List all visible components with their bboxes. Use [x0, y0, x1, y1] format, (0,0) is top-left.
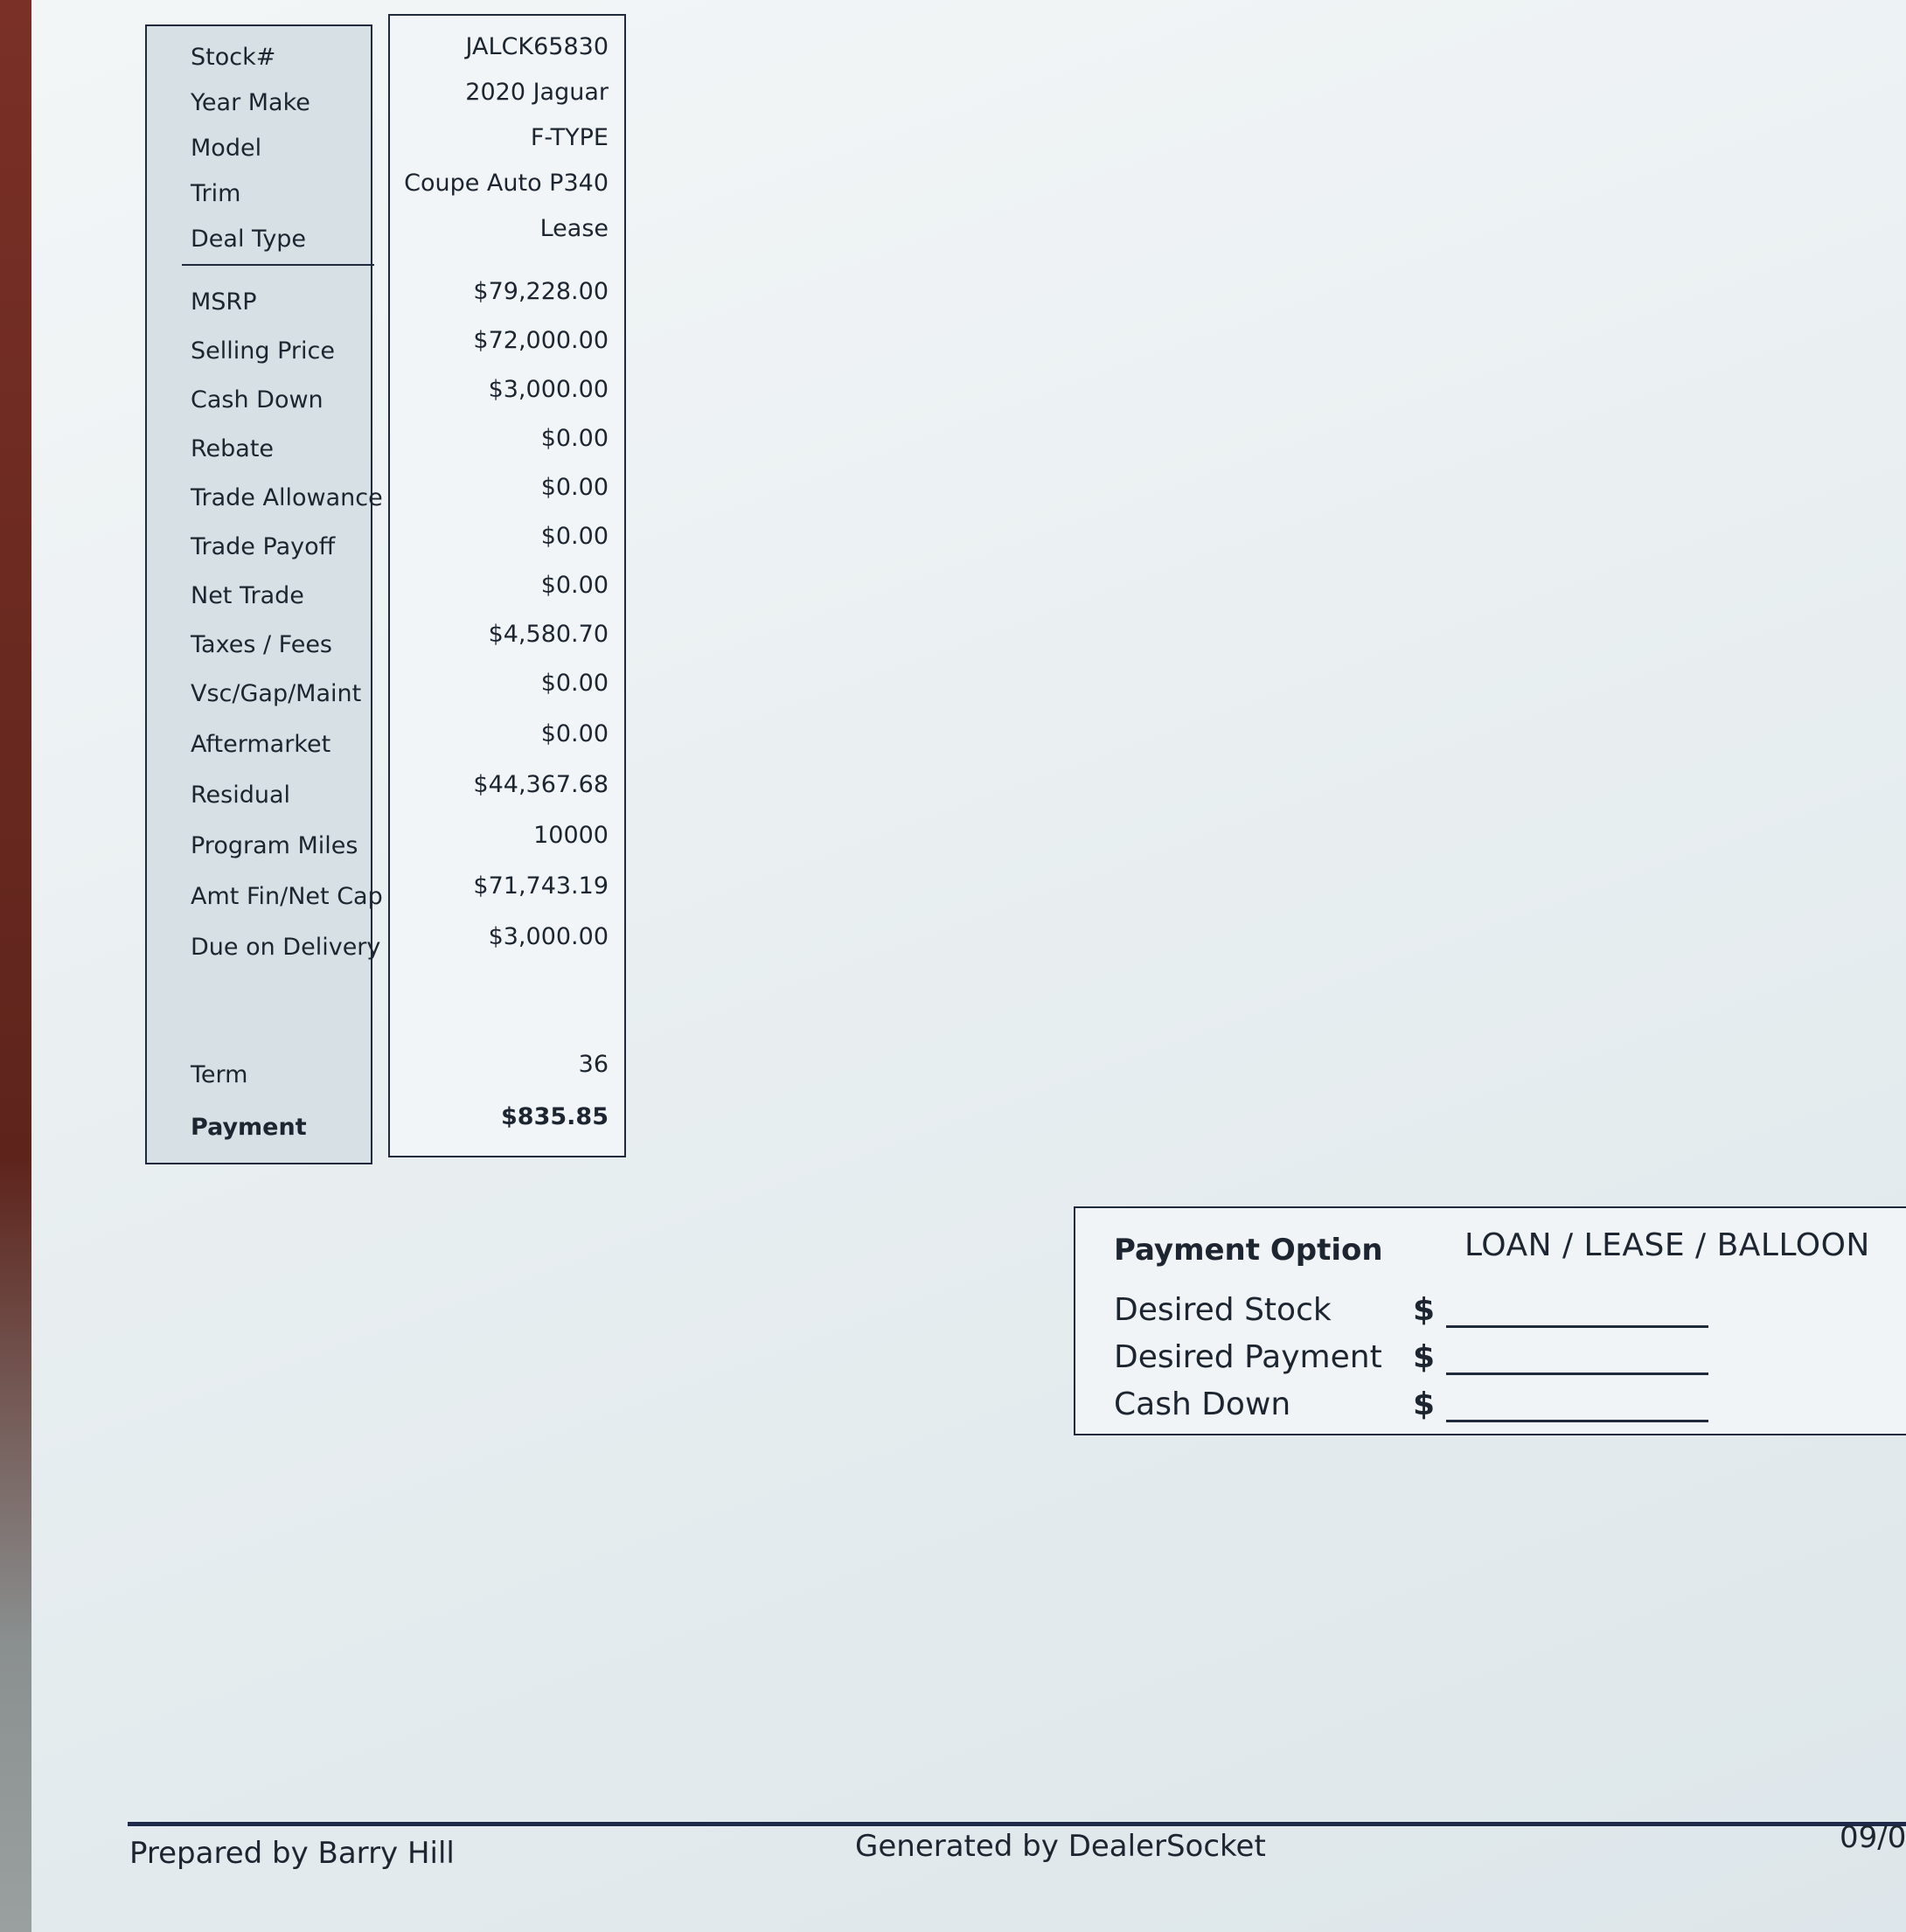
value-rebate: $0.00 — [540, 425, 609, 452]
cash-down-blank — [1446, 1420, 1708, 1422]
desired-payment-row — [1114, 1339, 1726, 1378]
footer-divider — [128, 1822, 1906, 1826]
payment-option-choices: LOAN / LEASE / BALLOON — [1464, 1227, 1870, 1263]
value-selling-price: $72,000.00 — [473, 327, 609, 354]
value-vsc-gap-maint: $0.00 — [540, 670, 609, 697]
label-trade-allowance: Trade Allowance — [191, 484, 383, 511]
dollar-sign: $ — [1413, 1386, 1436, 1422]
value-amt-fin-net-cap: $71,743.19 — [473, 872, 609, 900]
deal-labels-box — [145, 24, 383, 1164]
label-divider — [182, 264, 374, 266]
dollar-sign: $ — [1413, 1339, 1436, 1375]
value-model: F-TYPE — [530, 124, 609, 151]
label-stock: Stock# — [191, 44, 276, 71]
footer-generated-by: Generated by DealerSocket — [855, 1829, 1266, 1864]
value-residual: $44,367.68 — [473, 771, 609, 798]
value-taxes-fees: $4,580.70 — [488, 621, 609, 648]
payment-option-title: Payment Option — [1114, 1233, 1383, 1268]
label-aftermarket: Aftermarket — [191, 731, 331, 758]
value-net-trade: $0.00 — [540, 572, 609, 599]
value-due-on-delivery: $3,000.00 — [488, 923, 609, 950]
desired-stock-blank — [1446, 1325, 1708, 1328]
desired-payment-blank — [1446, 1373, 1708, 1375]
label-payment: Payment — [191, 1114, 307, 1141]
label-selling-price: Selling Price — [191, 337, 335, 365]
value-msrp: $79,228.00 — [473, 278, 609, 305]
value-trade-payoff: $0.00 — [540, 523, 609, 550]
value-deal-type: Lease — [539, 215, 609, 242]
label-taxes-fees: Taxes / Fees — [191, 631, 332, 658]
label-vsc-gap-maint: Vsc/Gap/Maint — [191, 680, 362, 707]
label-msrp: MSRP — [191, 288, 257, 316]
label-residual: Residual — [191, 782, 291, 809]
dollar-sign: $ — [1413, 1292, 1436, 1328]
label-model: Model — [191, 135, 262, 162]
label-year-make: Year Make — [191, 89, 310, 116]
value-year-make: 2020 Jaguar — [465, 79, 609, 106]
footer-date: 09/0 — [1840, 1820, 1906, 1855]
cash-down-row — [1114, 1386, 1726, 1425]
footer-prepared-by: Prepared by Barry Hill — [129, 1836, 455, 1871]
label-rebate: Rebate — [191, 435, 275, 462]
value-stock: JALCK65830 — [465, 33, 609, 60]
worksheet-page — [31, 0, 1906, 1932]
label-due-on-delivery: Due on Delivery — [191, 934, 381, 961]
label-amt-fin-net-cap: Amt Fin/Net Cap — [191, 883, 383, 910]
label-trade-payoff: Trade Payoff — [191, 533, 336, 560]
label-net-trade: Net Trade — [191, 582, 304, 609]
desired-payment-label: Desired Payment — [1114, 1339, 1382, 1375]
payment-option-box — [1074, 1206, 1906, 1435]
value-term: 36 — [578, 1051, 609, 1078]
value-trade-allowance: $0.00 — [540, 474, 609, 501]
label-trim: Trim — [191, 180, 241, 207]
label-cash-down: Cash Down — [191, 386, 323, 414]
desired-stock-label: Desired Stock — [1114, 1292, 1332, 1328]
value-payment: $835.85 — [501, 1103, 609, 1130]
deal-values-box — [388, 14, 626, 1157]
value-cash-down: $3,000.00 — [488, 376, 609, 403]
label-deal-type: Deal Type — [191, 226, 307, 253]
value-program-miles: 10000 — [533, 822, 609, 849]
cash-down-label: Cash Down — [1114, 1386, 1291, 1422]
value-aftermarket: $0.00 — [540, 720, 609, 747]
label-program-miles: Program Miles — [191, 832, 358, 859]
value-trim: Coupe Auto P340 — [404, 170, 609, 197]
desired-stock-row — [1114, 1292, 1726, 1331]
label-term: Term — [191, 1061, 248, 1088]
